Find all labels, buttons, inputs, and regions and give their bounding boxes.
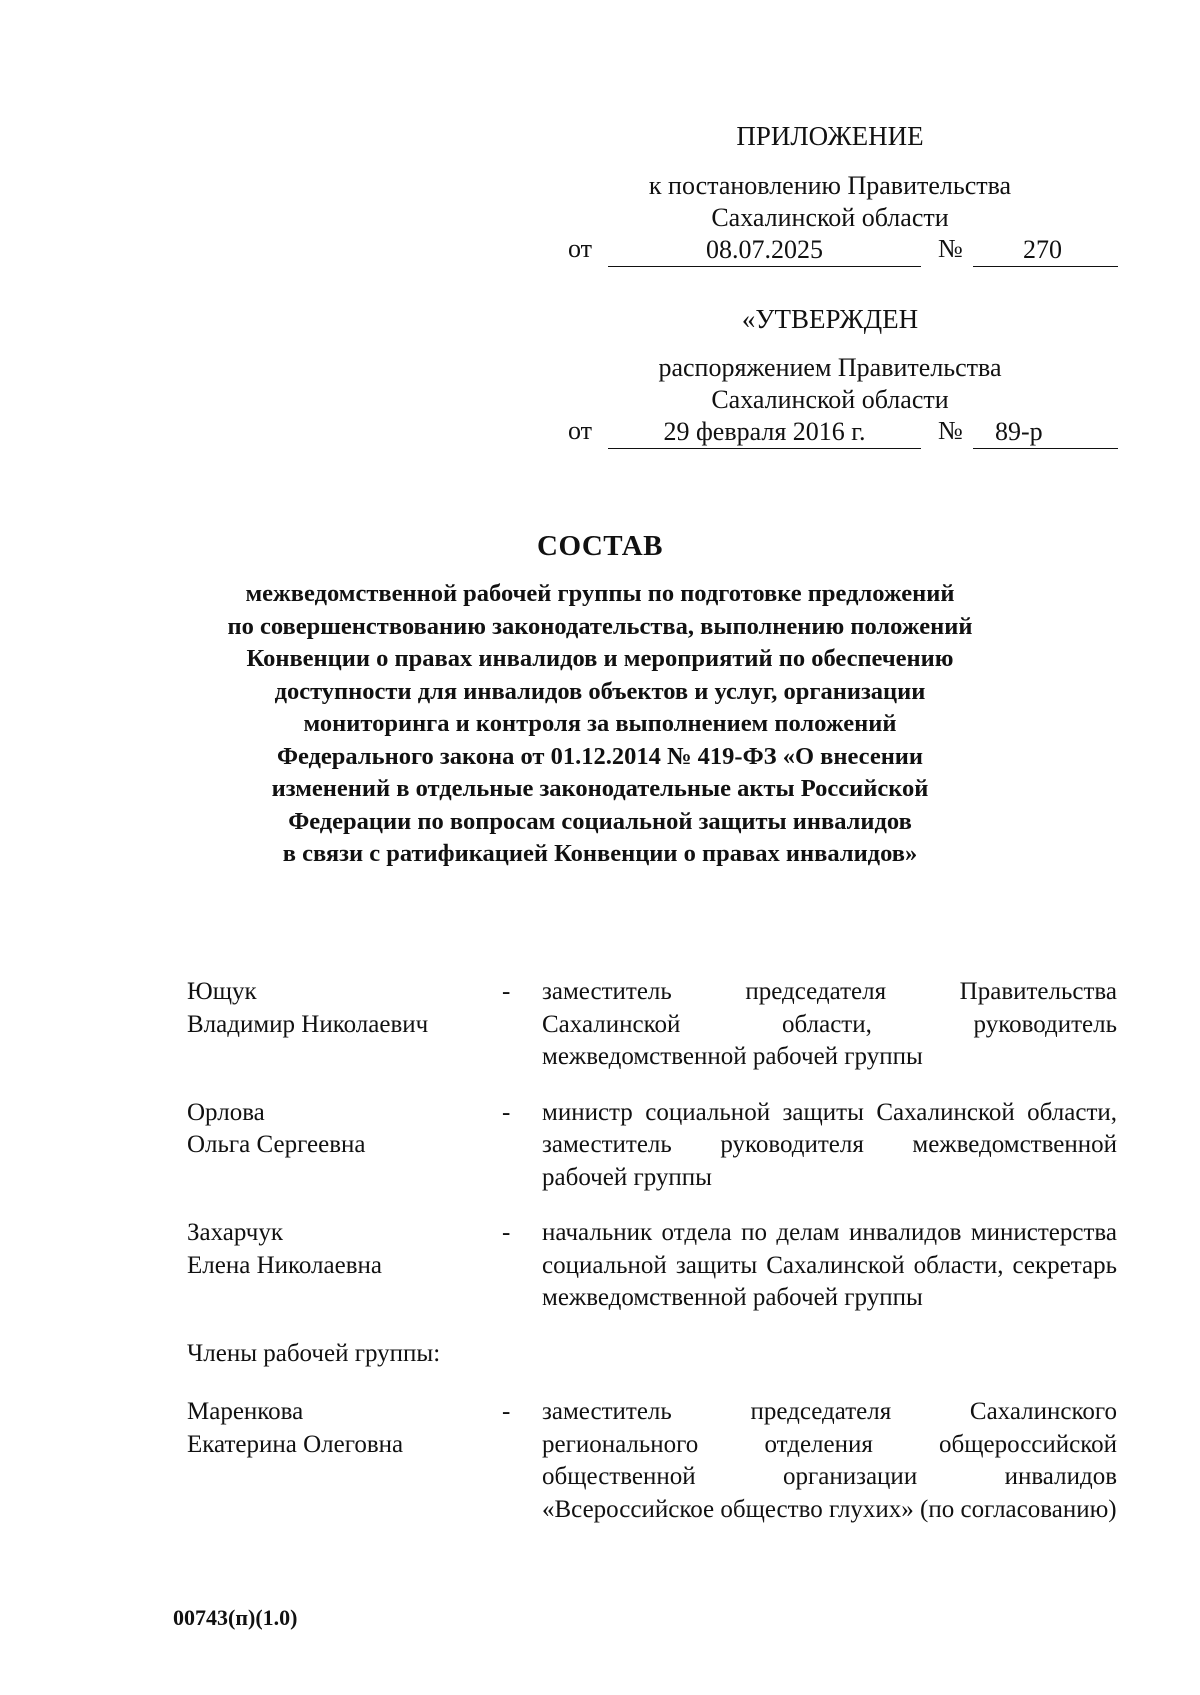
subtitle-line: межведомственной рабочей группы по подготовке предложений (245, 580, 955, 607)
annex-to-line2: Сахалинской области (711, 203, 949, 232)
list-item (187, 1396, 1117, 1526)
member-dash: - (502, 1098, 511, 1126)
members-header: Члены рабочей группы: (187, 1339, 441, 1367)
subtitle-line: мониторинга и контроля за выполнением положений (303, 710, 897, 737)
member-role: министр социальной защиты Сахалинской области, заместитель руководителя межведомственной рабочей группы (542, 1098, 1117, 1191)
document-code: 00743(п)(1.0) (173, 1605, 298, 1630)
member-given-names: Владимир Николаевич (187, 1010, 429, 1038)
annex-to-line1: к постановлению Правительства (648, 171, 1012, 200)
annex-number: 270 (973, 234, 1118, 267)
subtitle-line: по совершенствованию законодательства, выполнению положений (227, 612, 973, 640)
member-given-names: Елена Николаевна (187, 1251, 382, 1279)
subtitle-line: Конвенции о правах инвалидов и мероприятий по обеспечению (246, 645, 954, 672)
approved-date: 29 февраля 2016 г. (608, 416, 921, 449)
member-given-names: Ольга Сергеевна (187, 1131, 366, 1158)
member-dash: - (502, 978, 511, 1005)
approved-number: 89-р (973, 416, 1118, 449)
approved-by-line1: распоряжением Правительства (658, 353, 1002, 382)
annex-from-label: от (568, 234, 593, 263)
list-item (187, 976, 1117, 1074)
subtitle-line: Федерации по вопросам социальной защиты инвалидов (288, 807, 912, 835)
document-title: СОСТАВ (537, 530, 663, 562)
approved-reference (568, 416, 1118, 450)
subtitle-line: Федерального закона от 01.12.2014 № 419-ФЗ «О внесении (276, 742, 924, 770)
member-surname: Захарчук (187, 1219, 283, 1246)
approved-title: «УТВЕРЖДЕН (741, 304, 919, 334)
member-name (187, 1097, 502, 1195)
member-name (187, 1217, 502, 1315)
annex-reference (568, 234, 1118, 268)
member-name (187, 976, 502, 1074)
member-role: заместитель председателя Правительства Сахалинской области, руководитель межведомственной рабочей группы (542, 978, 1117, 1070)
member-surname: Ющук (187, 978, 257, 1005)
member-name (187, 1396, 502, 1526)
member-role: начальник отдела по делам инвалидов министерства социальной защиты Сахалинской области, секретарь межведомственной рабочей группы (542, 1219, 1117, 1311)
member-dash: - (502, 1398, 511, 1425)
member-surname: Маренкова (187, 1398, 304, 1425)
subtitle-line: изменений в отдельные законодательные акты Российской (271, 775, 929, 802)
list-item (187, 1097, 1117, 1195)
list-item (187, 1217, 1117, 1315)
members-list (187, 976, 1117, 1549)
member-dash: - (502, 1219, 511, 1246)
subtitle-line: в связи с ратификацией Конвенции о правах инвалидов» (282, 840, 918, 867)
member-given-names: Екатерина Олеговна (187, 1430, 404, 1458)
member-surname: Орлова (187, 1098, 265, 1126)
member-role: заместитель председателя Сахалинского регионального отделения общероссийской общественной организации инвалидов «Всероссийское общество глухих» (по согласованию) (542, 1398, 1117, 1523)
approved-number-label: № (938, 416, 963, 445)
subtitle-line: доступности для инвалидов объектов и услуг, организации (274, 677, 926, 705)
document-subtitle (180, 578, 1020, 871)
annex-number-label: № (938, 234, 963, 263)
approved-from-label: от (568, 416, 593, 445)
approved-by-line2: Сахалинской области (711, 385, 949, 414)
annex-date: 08.07.2025 (608, 234, 921, 267)
annex-title: ПРИЛОЖЕНИЕ (736, 121, 924, 151)
